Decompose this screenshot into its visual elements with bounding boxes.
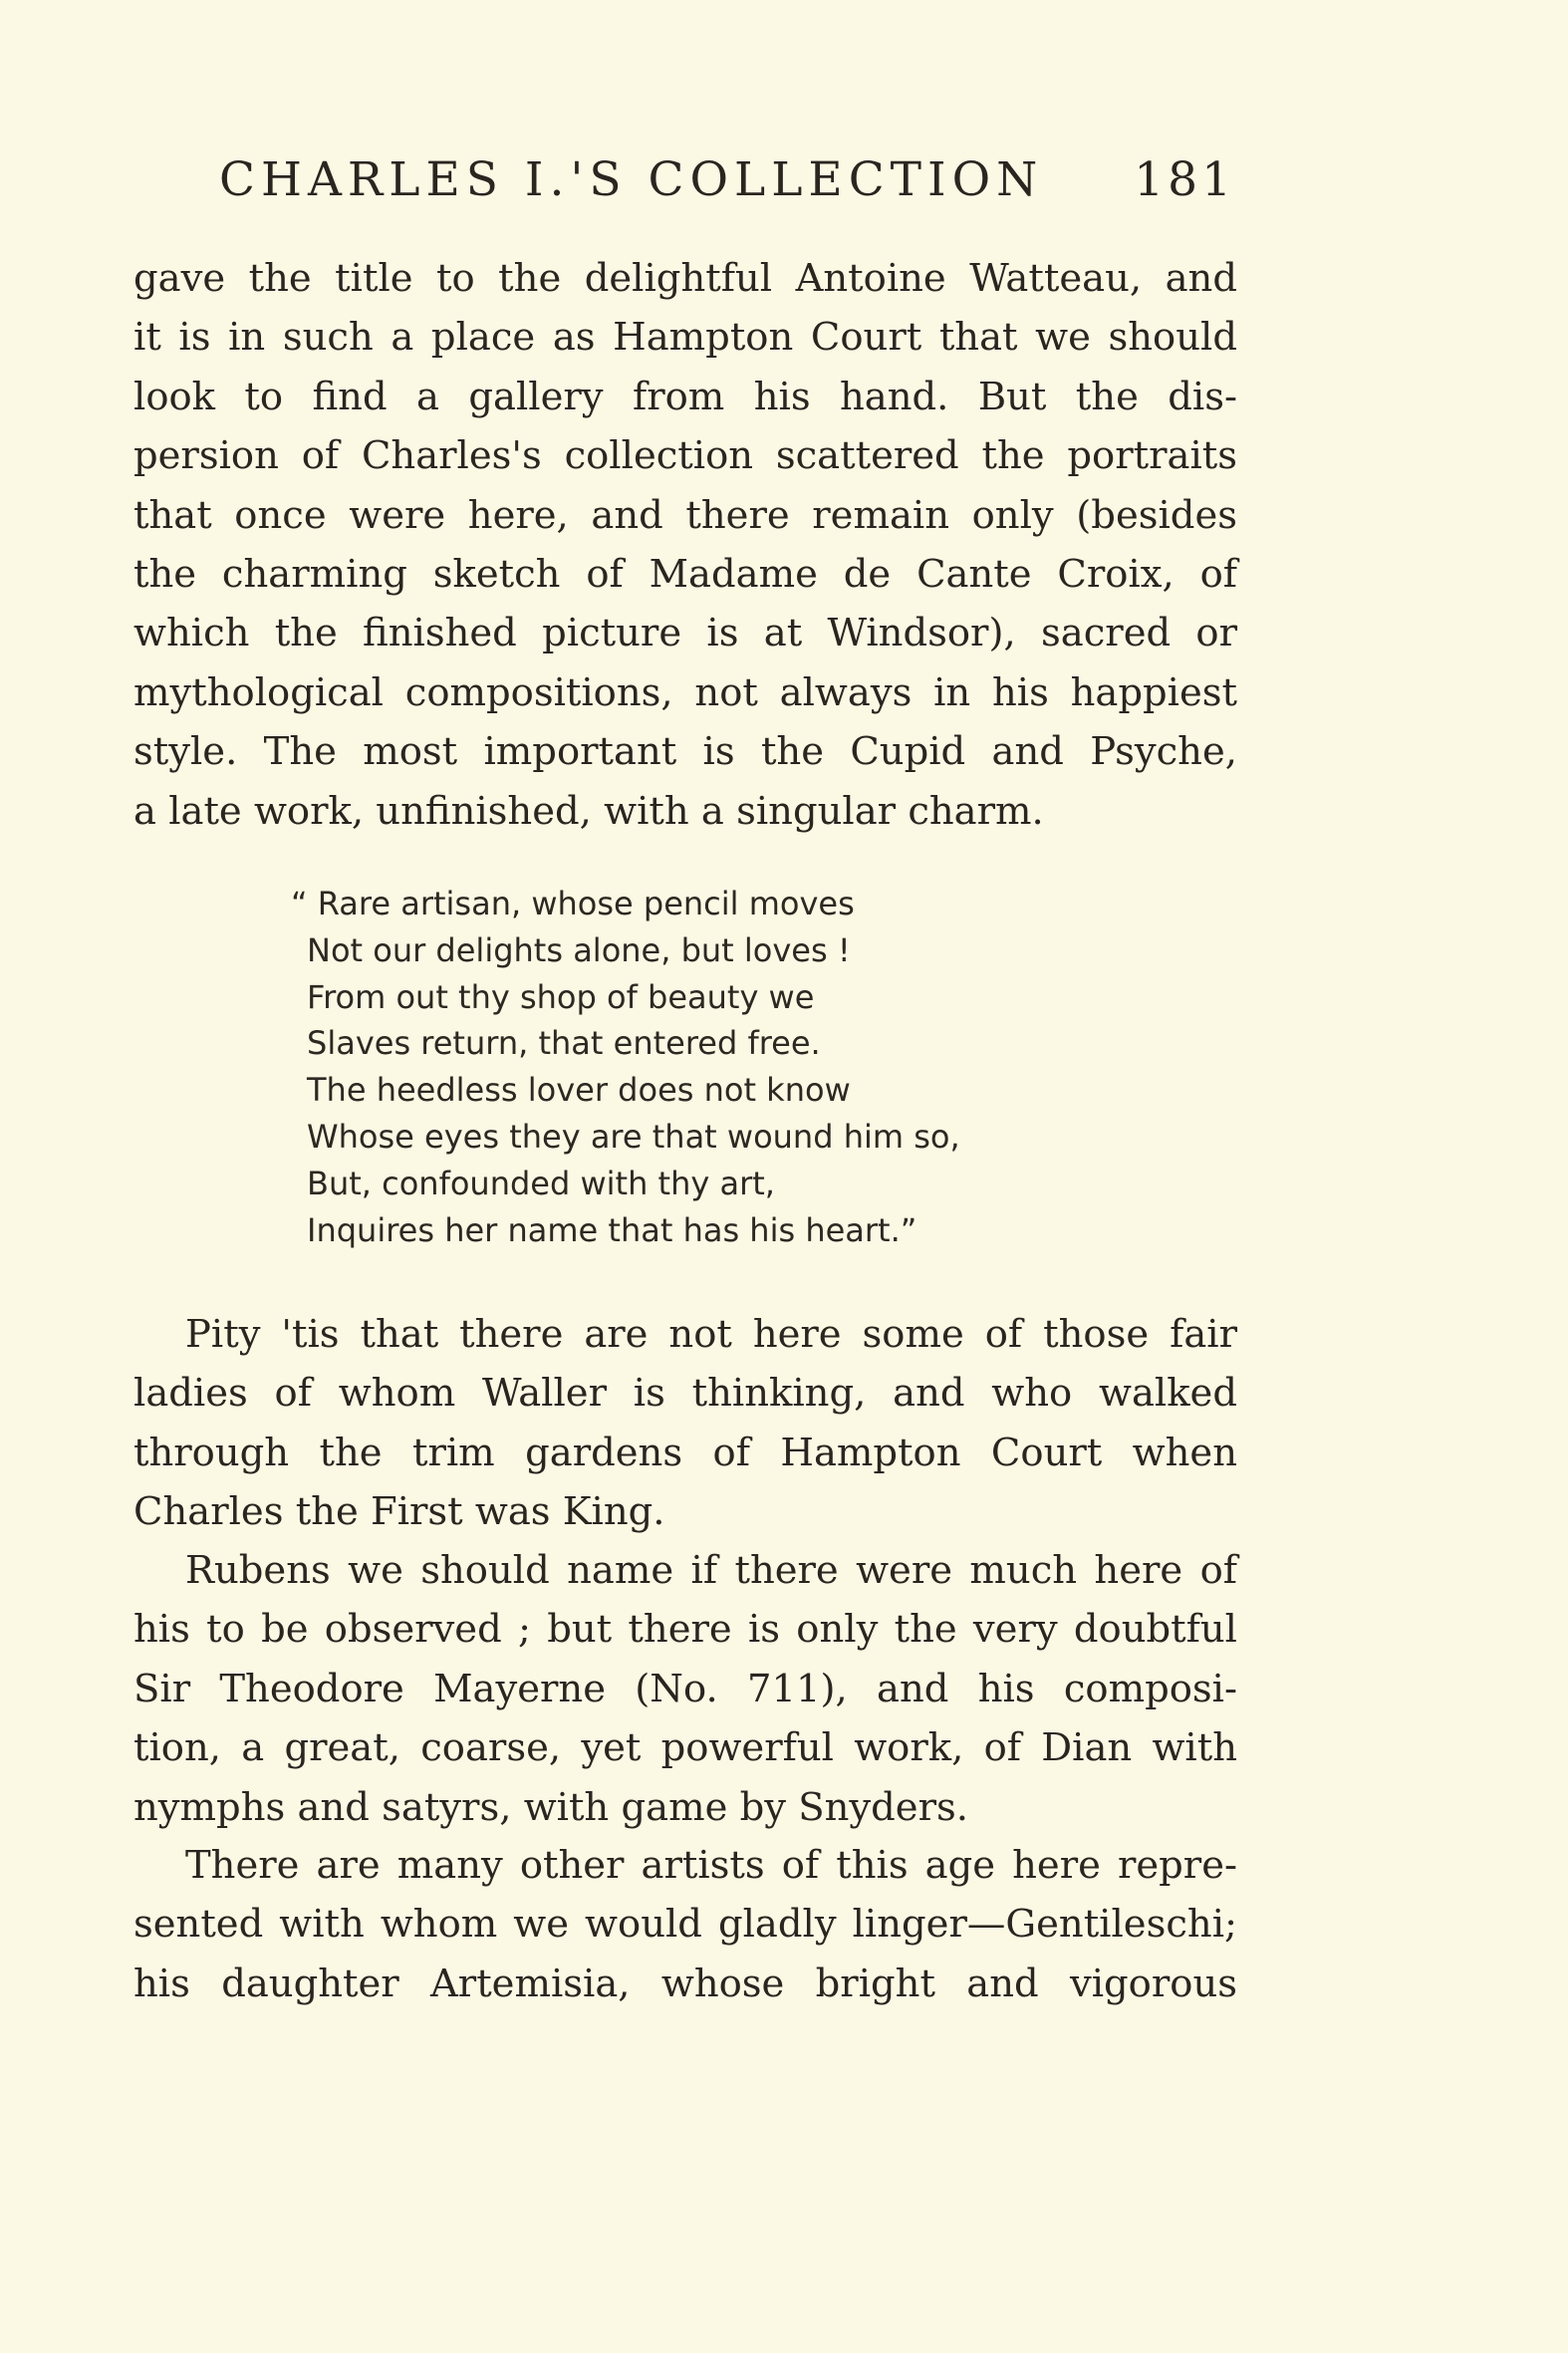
- text-line: Sir Theodore Mayerne (No. 711), and his composi-: [133, 1666, 1237, 1711]
- text-line: his daughter Artemisia, whose bright and vigorous: [133, 1961, 1237, 2006]
- poem-line: But, confounded with thy art,: [307, 1164, 775, 1202]
- poem-quotation: [291, 881, 1064, 1253]
- paragraph-rubens: [133, 1541, 1237, 1837]
- paragraph-waller: [133, 1305, 1237, 1542]
- poem-line: Inquires her name that has his heart.”: [307, 1210, 917, 1249]
- text-line: that once were here, and there remain only (besides: [133, 492, 1237, 538]
- text-line: a late work, unfinished, with a singular charm.: [133, 788, 1044, 834]
- poem-line: From out thy shop of beauty we: [307, 977, 815, 1016]
- text-line: mythological compositions, not always in his happiest: [133, 669, 1237, 715]
- text-line: style. The most important is the Cupid and Psyche,: [133, 729, 1237, 775]
- text-line: Charles the First was King.: [133, 1489, 665, 1535]
- paragraph-other-artists: [133, 1836, 1237, 2013]
- text-line: through the trim gardens of Hampton Court when: [133, 1430, 1237, 1475]
- running-head: [219, 145, 1235, 215]
- text-line: nymphs and satyrs, with game by Snyders.: [133, 1784, 968, 1830]
- text-line: sented with whom we would gladly linger—Gentileschi;: [133, 1902, 1237, 1948]
- poem-line: Not our delights alone, but loves !: [307, 930, 851, 969]
- text-line: Pity 'tis that there are not here some of those fair: [185, 1312, 1237, 1357]
- text-line: tion, a great, coarse, yet powerful work, of Dian with: [133, 1725, 1237, 1771]
- poem-line: Slaves return, that entered free.: [307, 1024, 821, 1063]
- poem-line: The heedless lover does not know: [307, 1071, 851, 1110]
- poem-line: Whose eyes they are that wound him so,: [307, 1117, 960, 1156]
- text-line: ladies of whom Waller is thinking, and who walked: [133, 1371, 1237, 1417]
- text-line: the charming sketch of Madame de Cante Croix, of: [133, 551, 1237, 597]
- paragraph-watteau: [133, 249, 1237, 841]
- running-head-title: CHARLES I.'S COLLECTION: [219, 152, 1044, 207]
- text-line: it is in such a place as Hampton Court that we should: [133, 315, 1237, 361]
- page-number: 181: [1134, 152, 1235, 207]
- text-line: his to be observed ; but there is only the very doubtful: [133, 1607, 1237, 1653]
- poem-line: “ Rare artisan, whose pencil moves: [291, 885, 855, 922]
- text-line: Rubens we should name if there were much here of: [185, 1548, 1237, 1593]
- text-line: gave the title to the delightful Antoine Watteau, and: [133, 256, 1237, 301]
- text-line: persion of Charles's collection scattered the portraits: [133, 433, 1237, 479]
- text-line: There are many other artists of this age here repre-: [185, 1843, 1237, 1888]
- text-line: look to find a gallery from his hand. But the dis-: [133, 374, 1237, 419]
- text-line: which the finished picture is at Windsor), sacred or: [133, 611, 1237, 656]
